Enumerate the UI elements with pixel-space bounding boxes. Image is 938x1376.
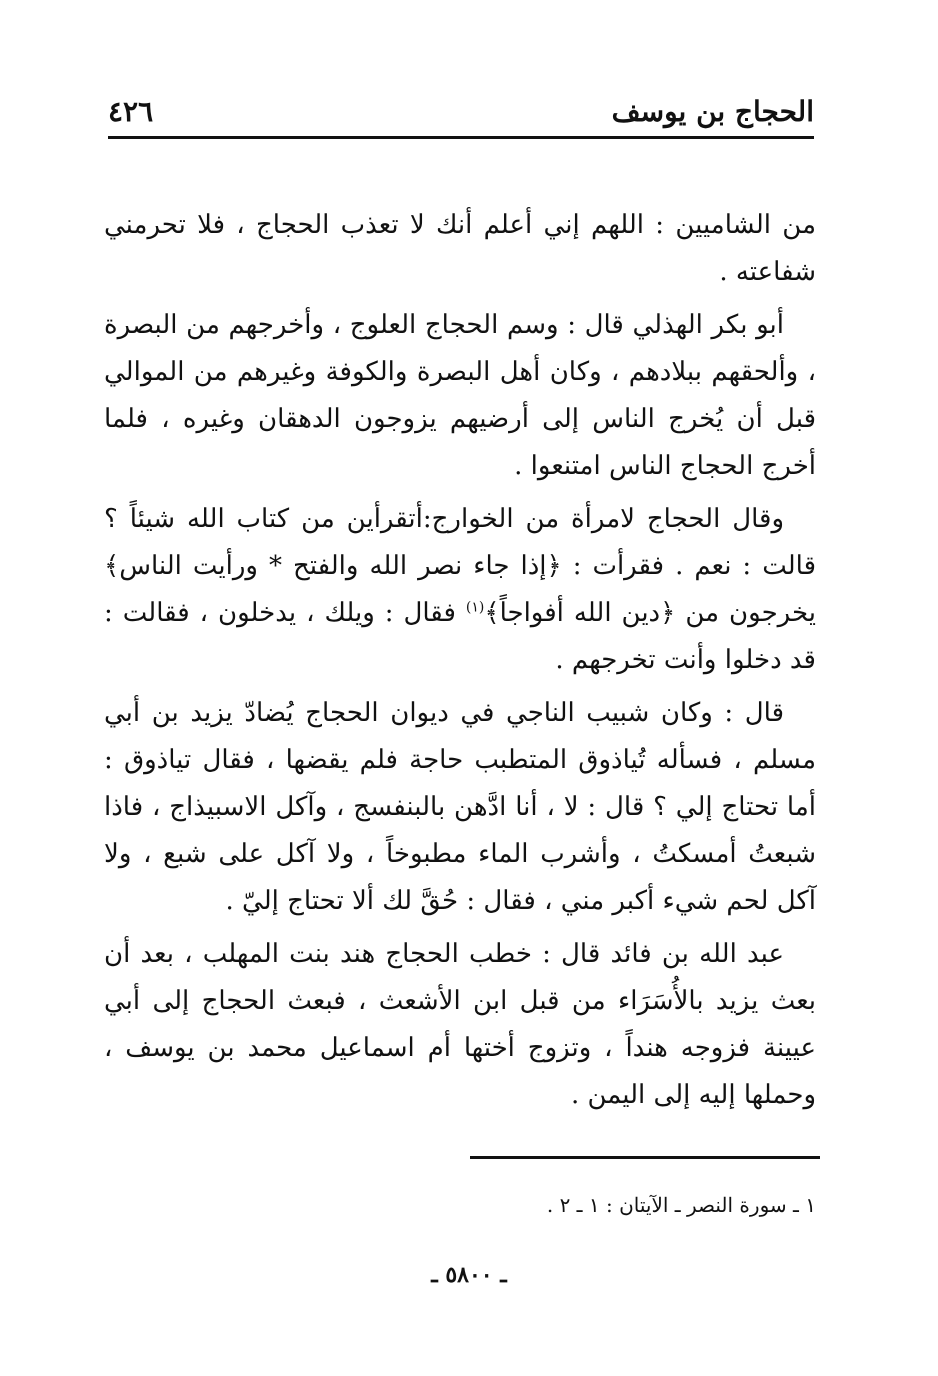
paragraph-4: قال : وكان شبيب الناجي في ديوان الحجاج يُضادّ يزيد بن أبي مسلم ، فسأله تُياذوق المتطبب حاجة فلم يقضها ، فقال تياذوق : أما تحتاج إلي ؟ قال : لا ، أنا ادَّهن بالبنفسج ، وآكل الاسبيذاج ، فاذا شبعتُ أمسكتُ ، وأشرب الماء مطبوخاً ، ولا آكل على شبع ، ولا آكل لحم شيء أكبر مني ، فقال : حُقَّ لك ألا تحتاج إليّ .: [104, 698, 816, 916]
header-title: الحجاج بن يوسف: [611, 95, 814, 128]
footnote: ١ ـ سورة النصر ـ الآيتان : ١ ـ ٢ .: [546, 1193, 816, 1217]
paragraph-3-text: وقال الحجاج لامرأة من الخوارج:أتقرأين من كتاب الله شيئاً ؟ قالت : نعم . فقرأت : ﴿إذا جاء نصر الله والفتح * ورأيت الناس﴾ يخرجون من ﴿دين الله أفواجاً﴾: [104, 504, 817, 628]
running-header: [108, 86, 814, 132]
folio-number: ـ ٥٨٠٠ ـ: [431, 1262, 507, 1288]
footnote-reference: (١): [465, 599, 485, 616]
paragraph-3: [104, 496, 816, 684]
paragraph-1: من الشاميين : اللهم إني أعلم أنك لا تعذب الحجاج ، فلا تحرمني شفاعته .: [104, 210, 816, 287]
header-rule: [108, 136, 814, 139]
header-page-number: ٤٢٦: [108, 95, 154, 128]
paragraph-5: عبد الله بن فائد قال : خطب الحجاج هند بنت المهلب ، بعد أن بعث يزيد بالأُسَرَاء من قبل ابن الأشعث ، فبعث الحجاج إلى أبي عيينة فزوجه هنداً ، وتزوج أختها أم اسماعيل محمد بن يوسف ، وحملها إليه إلى اليمن .: [104, 939, 816, 1110]
body-text: [104, 202, 816, 1125]
footnote-rule: [470, 1156, 820, 1159]
paragraph-3-tail: فقال : ويلك ، يدخلون ، فقالت : قد دخلوا وأنت تخرجهم .: [104, 598, 816, 675]
paragraph-2: أبو بكر الهذلي قال : وسم الحجاج العلوج ، وأخرجهم من البصرة ، وألحقهم ببلادهم ، وكان أهل البصرة والكوفة وغيرهم من الموالي قبل أن يُخرج الناس إلى أرضيهم يزوجون الدهقان وغيره ، فلما أخرج الحجاج الناس امتنعوا .: [104, 310, 816, 481]
